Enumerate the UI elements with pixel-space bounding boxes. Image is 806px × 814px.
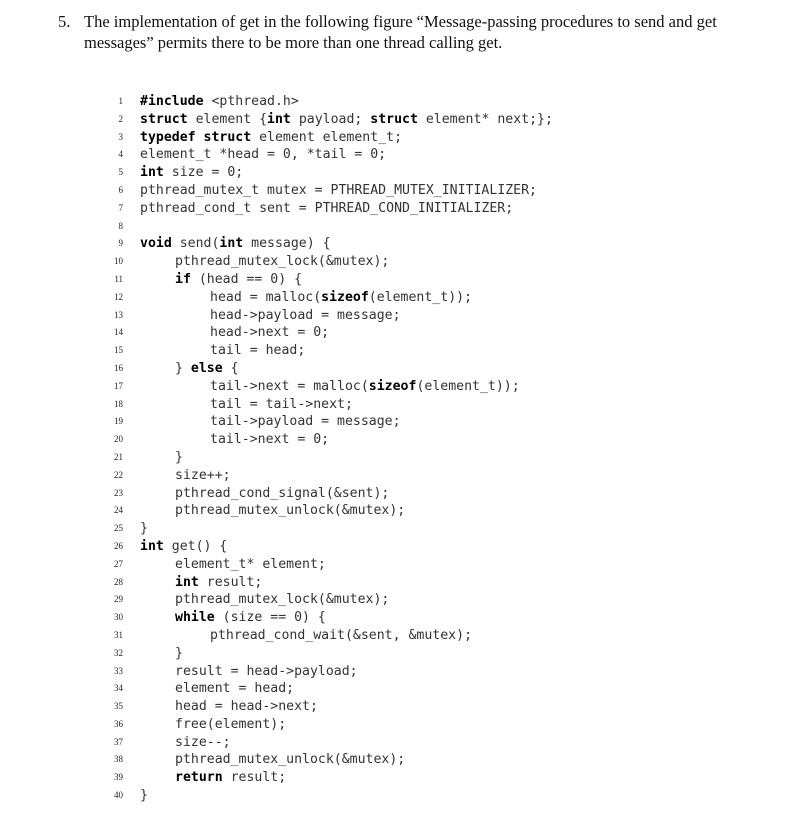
code-line: [0, 502, 806, 520]
line-number: 24: [114, 505, 123, 516]
code-text: free(element);: [175, 716, 287, 732]
code-line: [0, 663, 806, 681]
code-line: [0, 645, 806, 663]
code-line: [0, 111, 806, 129]
code-line: [0, 396, 806, 414]
line-number: 4: [118, 149, 123, 160]
code-text: typedef struct element element_t;: [140, 129, 403, 145]
question-text: The implementation of get in the following figure “Message-passing procedures to send and get messages” permits there to be more than one thread calling get.: [84, 12, 717, 52]
code-text: tail = head;: [210, 343, 306, 359]
line-number: 19: [114, 416, 123, 427]
code-line: [0, 413, 806, 431]
code-line: [0, 324, 806, 342]
code-text: tail->payload = message;: [210, 414, 401, 430]
code-text: }: [140, 788, 148, 804]
code-text: pthread_mutex_unlock(&mutex);: [175, 752, 406, 768]
code-text: void send(int message) {: [140, 236, 331, 252]
code-line: [0, 253, 806, 271]
code-text: }: [175, 645, 183, 661]
code-text: element_t* element;: [175, 556, 326, 572]
line-number: 27: [114, 558, 123, 569]
code-text: return result;: [175, 770, 287, 786]
line-number: 28: [114, 576, 123, 587]
code-line: [0, 378, 806, 396]
code-line: [0, 289, 806, 307]
code-line: [0, 574, 806, 592]
line-number: 32: [114, 647, 123, 658]
code-text: pthread_cond_t sent = PTHREAD_COND_INITIALIZER;: [140, 200, 514, 216]
line-number: 40: [114, 790, 123, 801]
code-text: head->payload = message;: [210, 307, 401, 323]
code-line: [0, 538, 806, 556]
line-number: 1: [118, 96, 123, 106]
code-text: int result;: [175, 574, 263, 590]
code-line: [0, 200, 806, 218]
code-text: pthread_cond_wait(&sent, &mutex);: [210, 627, 473, 643]
code-text: pthread_mutex_t mutex = PTHREAD_MUTEX_INITIALIZER;: [140, 182, 537, 198]
code-line: [0, 307, 806, 325]
line-number: 13: [114, 309, 123, 320]
line-number: 15: [114, 345, 123, 356]
code-line: [0, 467, 806, 485]
line-number: 39: [114, 772, 123, 783]
line-number: 29: [114, 594, 123, 605]
line-number: 20: [114, 434, 123, 445]
line-number: 35: [114, 701, 123, 712]
code-line: [0, 146, 806, 164]
code-text: tail->next = malloc(sizeof(element_t));: [210, 378, 520, 394]
code-text: head->next = 0;: [210, 325, 330, 341]
code-text: head = head->next;: [175, 699, 318, 715]
code-text: tail->next = 0;: [210, 432, 330, 448]
line-number: 16: [114, 362, 123, 373]
code-line: [0, 520, 806, 538]
line-number: 34: [114, 683, 123, 694]
line-number: 2: [118, 113, 123, 124]
code-line: [0, 556, 806, 574]
code-line: [0, 751, 806, 769]
line-number: 5: [118, 167, 123, 178]
line-number: 31: [114, 629, 123, 640]
code-text: element = head;: [175, 681, 295, 697]
line-number: 26: [114, 540, 123, 551]
code-line: [0, 787, 806, 805]
line-number: 38: [114, 754, 123, 765]
line-number: 33: [114, 665, 123, 676]
code-text: pthread_cond_signal(&sent);: [175, 485, 390, 501]
code-text: int get() {: [140, 538, 228, 554]
code-text: size++;: [175, 467, 231, 483]
line-number: 12: [114, 291, 123, 302]
code-line: [0, 734, 806, 752]
line-number: 37: [114, 736, 123, 747]
line-number: 22: [114, 469, 123, 480]
code-text: tail = tail->next;: [210, 396, 353, 412]
code-line: [0, 627, 806, 645]
line-number: 11: [114, 273, 123, 284]
code-line: [0, 164, 806, 182]
code-text: pthread_mutex_lock(&mutex);: [175, 592, 390, 608]
code-text: size--;: [175, 734, 231, 750]
line-number: 18: [114, 398, 123, 409]
code-text: int size = 0;: [140, 165, 244, 181]
code-line: [0, 235, 806, 253]
line-number: 21: [114, 451, 123, 462]
code-line: [0, 271, 806, 289]
code-listing: [0, 93, 806, 805]
line-number: 10: [114, 256, 123, 267]
code-text: }: [140, 521, 148, 537]
line-number: 8: [118, 220, 123, 231]
line-number: 3: [118, 131, 123, 142]
line-number: 30: [114, 612, 123, 623]
code-text: pthread_mutex_lock(&mutex);: [175, 254, 390, 270]
code-line: [0, 716, 806, 734]
line-number: 23: [114, 487, 123, 498]
code-line: [0, 485, 806, 503]
line-number: 17: [114, 380, 123, 391]
code-line: [0, 93, 806, 111]
code-line: [0, 698, 806, 716]
code-line: [0, 609, 806, 627]
question-number: 5.: [58, 12, 71, 31]
line-number: 25: [114, 523, 123, 534]
code-text: } else {: [175, 360, 239, 376]
code-line: [0, 342, 806, 360]
line-number: 6: [118, 184, 123, 195]
code-line: [0, 591, 806, 609]
code-line: [0, 449, 806, 467]
code-text: #include <pthread.h>: [140, 94, 299, 109]
code-text: head = malloc(sizeof(element_t));: [210, 289, 473, 305]
code-line: [0, 129, 806, 147]
code-text: while (size == 0) {: [175, 610, 326, 626]
code-text: if (head == 0) {: [175, 271, 303, 287]
question-block: [58, 11, 778, 53]
code-text: pthread_mutex_unlock(&mutex);: [175, 503, 406, 519]
code-line: [0, 218, 806, 236]
code-text: result = head->payload;: [175, 663, 358, 679]
code-text: struct element {int payload; struct element* next;};: [140, 111, 553, 127]
line-number: 36: [114, 718, 123, 729]
code-text: }: [175, 449, 183, 465]
code-line: [0, 431, 806, 449]
line-number: 14: [114, 327, 123, 338]
line-number: 9: [118, 238, 123, 249]
code-line: [0, 360, 806, 378]
code-line: [0, 769, 806, 787]
code-text: element_t *head = 0, *tail = 0;: [140, 147, 387, 163]
line-number: 7: [118, 202, 123, 213]
code-line: [0, 182, 806, 200]
code-line: [0, 680, 806, 698]
